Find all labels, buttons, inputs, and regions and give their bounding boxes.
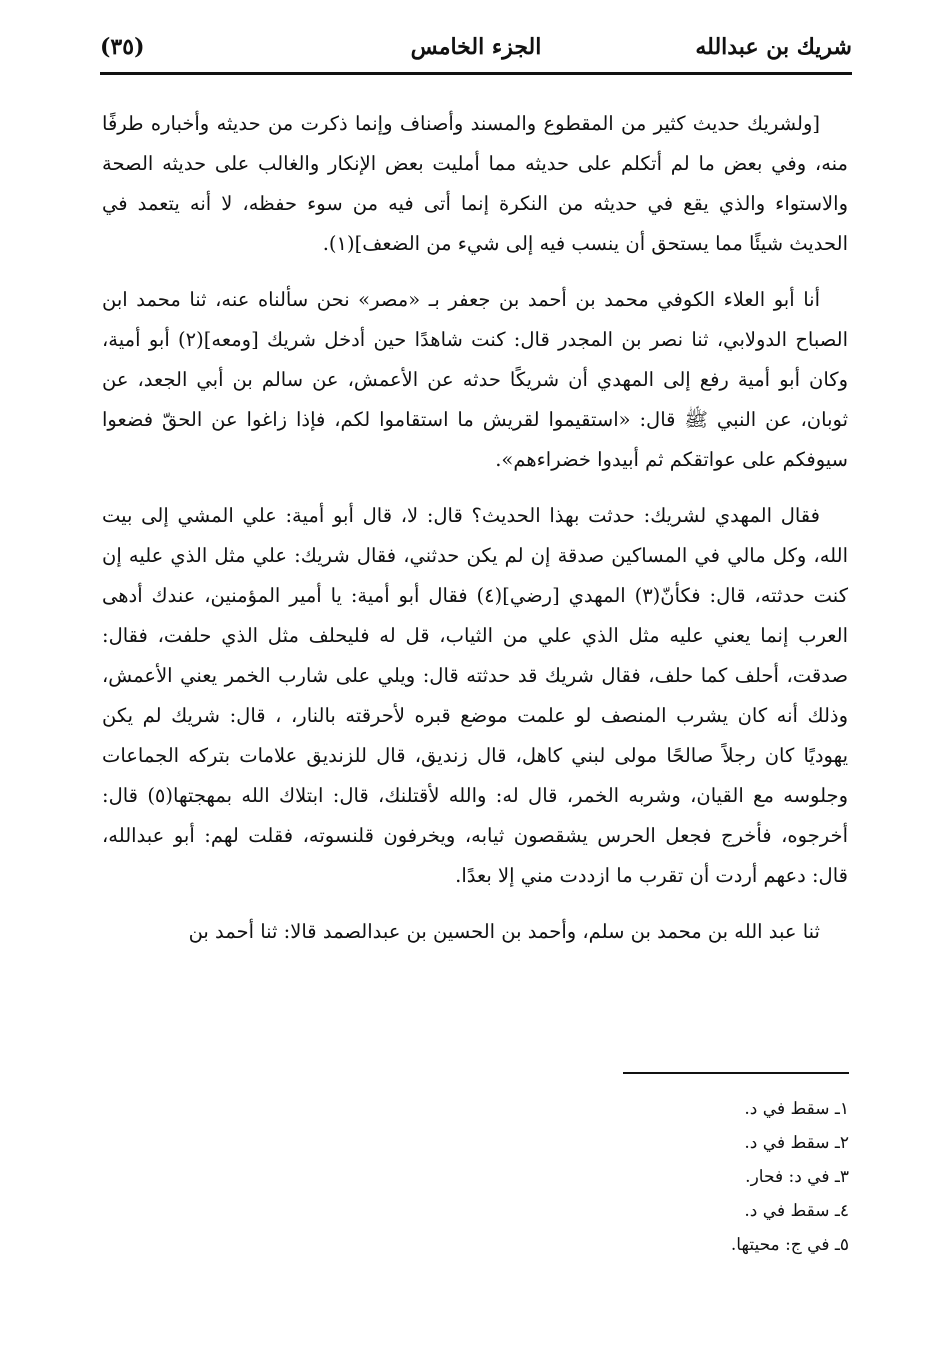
page-header bbox=[100, 28, 852, 70]
header-divider bbox=[100, 72, 852, 75]
page-number: (٣٥) bbox=[100, 34, 145, 60]
paragraph: ثنا عبد الله بن محمد بن سلم، وأحمد بن الحسين بن عبدالصمد قالا: ثنا أحمد بن bbox=[188, 920, 820, 943]
main-text bbox=[102, 104, 848, 968]
paragraph: فقال المهدي لشريك: حدثت بهذا الحديث؟ قال: لا، قال أبو أمية: علي المشي إلى بيت الله، وكل مالي في المساكين صدقة إن لم يكن حدثني، فقال شريك: علي مثل الذي عليه إن كنت حدثته، قال: فكأنّ(٣) المهدي [رضي](٤) فقال أبو أمية: يا أمير المؤمنين، عندك أدهى العرب إنما يعني عليه مثل الذي علي من الثياب، قل له فليحلف مثل الذي حلفت، فقال: صدقت، أحلف كما حلف، فقال شريك قد حدثته قال: ويلي على شارب الخمر يعني الأعمش، وذلك أنه كان يشرب المنصف لو علمت موضع قبره لأحرقته بالنار، ، قال: شريك لم يكن يهوديًا كان رجلاً صالحًا مولى لبني كاهل، قال زنديق، قال للزنديق علامات بتركه الجماعات وجلوسه مع القيان، وشربه الخمر، قال له: والله لأقتلنك، قال: ابتلاك الله بمهجتها(٥) قال: أخرجوه، فأخرج فجعل الحرس يشقصون ثيابه، ويخرفون قلنسوته، فقلت لهم: أبو عبدالله، قال: دعهم أردت أن تقرب ما ازددت مني إلا بعدًا. bbox=[102, 504, 848, 887]
footnote: ٤ـ سقط في د. bbox=[744, 1201, 849, 1221]
part-title: الجزء الخامس bbox=[410, 34, 542, 60]
paragraph: [ولشريك حديث كثير من المقطوع والمسند وأصناف وإنما ذكرت من حديثه وأخباره طرفًا منه، وفي بعض ما لم أتكلم على حديثه مما أمليت بعض الإنكار والغالب على حديثه الصحة والاستواء والذي يقع في حديثه من النكرة إنما أتى فيه من سوء حفظه، لا أنه يتعمد في الحديث شيئًا مما يستحق أن ينسب فيه إلى شيء من الضعف](١). bbox=[102, 112, 848, 255]
footnote: ١ـ سقط في د. bbox=[744, 1099, 849, 1119]
footnote: ٢ـ سقط في د. bbox=[744, 1133, 849, 1153]
footnote-divider bbox=[623, 1072, 849, 1074]
footnotes bbox=[449, 1092, 849, 1262]
paragraph: أنا أبو العلاء الكوفي محمد بن أحمد بن جعفر بـ «مصر» نحن سألناه عنه، ثنا محمد ابن الصباح الدولابي، ثنا نصر بن المجدر قال: كنت شاهدًا حين أدخل شريك [ومعه](٢) أبو أمية، وكان أبو أمية رفع إلى المهدي أن شريكًا حدثه عن الأعمش، عن سالم بن أبي الجعد، عن ثوبان، عن النبي ﷺ قال: «استقيموا لقريش ما استقاموا لكم، فإذا زاغوا عن الحقّ فضعوا سيوفكم على عواتقكم ثم أبيدوا خضراءهم». bbox=[102, 288, 848, 471]
footnote: ٣ـ في د: فحار. bbox=[745, 1167, 849, 1187]
book-title: شريك بن عبدالله bbox=[695, 34, 852, 60]
footnote: ٥ـ في ج: محيتها. bbox=[730, 1235, 849, 1255]
